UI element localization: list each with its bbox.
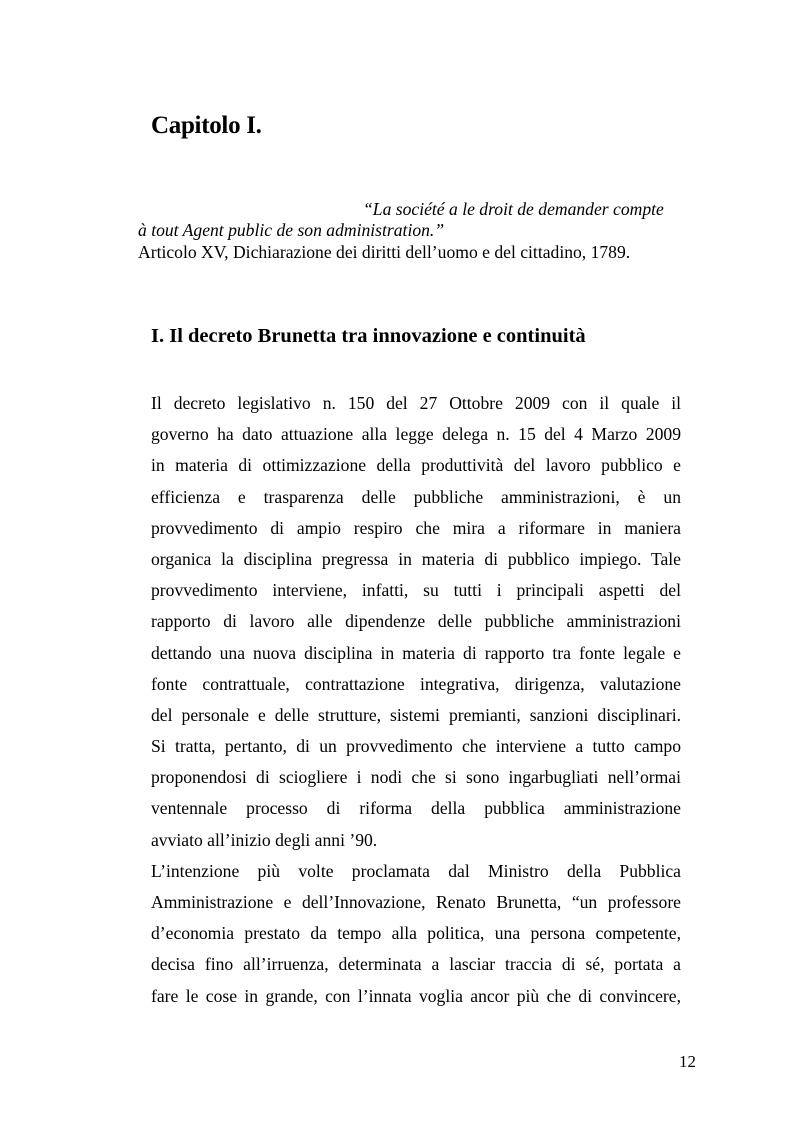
body-line: ventennale processo di riforma della pubblica amministrazione [151, 798, 681, 819]
body-line: proponendosi di sciogliere i nodi che si sono ingarbugliati nell’ormai [151, 767, 681, 788]
body-line: provvedimento di ampio respiro che mira a riformare in maniera [151, 517, 681, 538]
body-line: avviato all’inizio degli anni ’90. [151, 829, 378, 850]
body-paragraphs [151, 388, 681, 1012]
body-line: governo ha dato attuazione alla legge delega n. 15 del 4 Marzo 2009 [151, 424, 681, 445]
body-line: decisa fino all’irruenza, determinata a lasciar traccia di sé, portata a [151, 954, 681, 975]
epigraph-quote-line-2: à tout Agent public de son administration.” [138, 220, 445, 240]
epigraph-quote-line-1: “La société a le droit de demander compte [363, 199, 664, 219]
body-line: efficienza e trasparenza delle pubbliche amministrazioni, è un [151, 486, 681, 507]
section-heading: I. Il decreto Brunetta tra innovazione e continuità [151, 325, 586, 347]
body-line: Si tratta, pertanto, di un provvedimento che interviene a tutto campo [151, 736, 681, 757]
body-line: dettando una nuova disciplina in materia di rapporto tra fonte legale e [151, 642, 681, 663]
page-number: 12 [679, 1052, 696, 1071]
body-line: Amministrazione e dell’Innovazione, Renato Brunetta, “un professore [151, 892, 681, 912]
chapter-title: Capitolo I. [151, 112, 262, 139]
body-line: Il decreto legislativo n. 150 del 27 Ottobre 2009 con il quale il [151, 393, 681, 413]
body-line: in materia di ottimizzazione della produttività del lavoro pubblico e [151, 455, 681, 476]
epigraph-source: Articolo XV, Dichiarazione dei diritti dell’uomo e del cittadino, 1789. [138, 242, 631, 262]
body-line: rapporto di lavoro alle dipendenze delle pubbliche amministrazioni [151, 611, 681, 632]
body-line: fonte contrattuale, contrattazione integrativa, dirigenza, valutazione [151, 673, 681, 694]
epigraph [138, 199, 683, 263]
body-line: provvedimento interviene, infatti, su tutti i principali aspetti del [151, 580, 681, 601]
body-line: fare le cose in grande, con l’innata voglia ancor più che di convincere, [151, 985, 681, 1006]
body-line: del personale e delle strutture, sistemi premianti, sanzioni disciplinari. [151, 704, 681, 725]
body-line: organica la disciplina pregressa in materia di pubblico impiego. Tale [151, 548, 681, 569]
body-line: d’economia prestato da tempo alla politica, una persona competente, [151, 923, 681, 944]
body-line: L’intenzione più volte proclamata dal Ministro della Pubblica [151, 860, 681, 881]
